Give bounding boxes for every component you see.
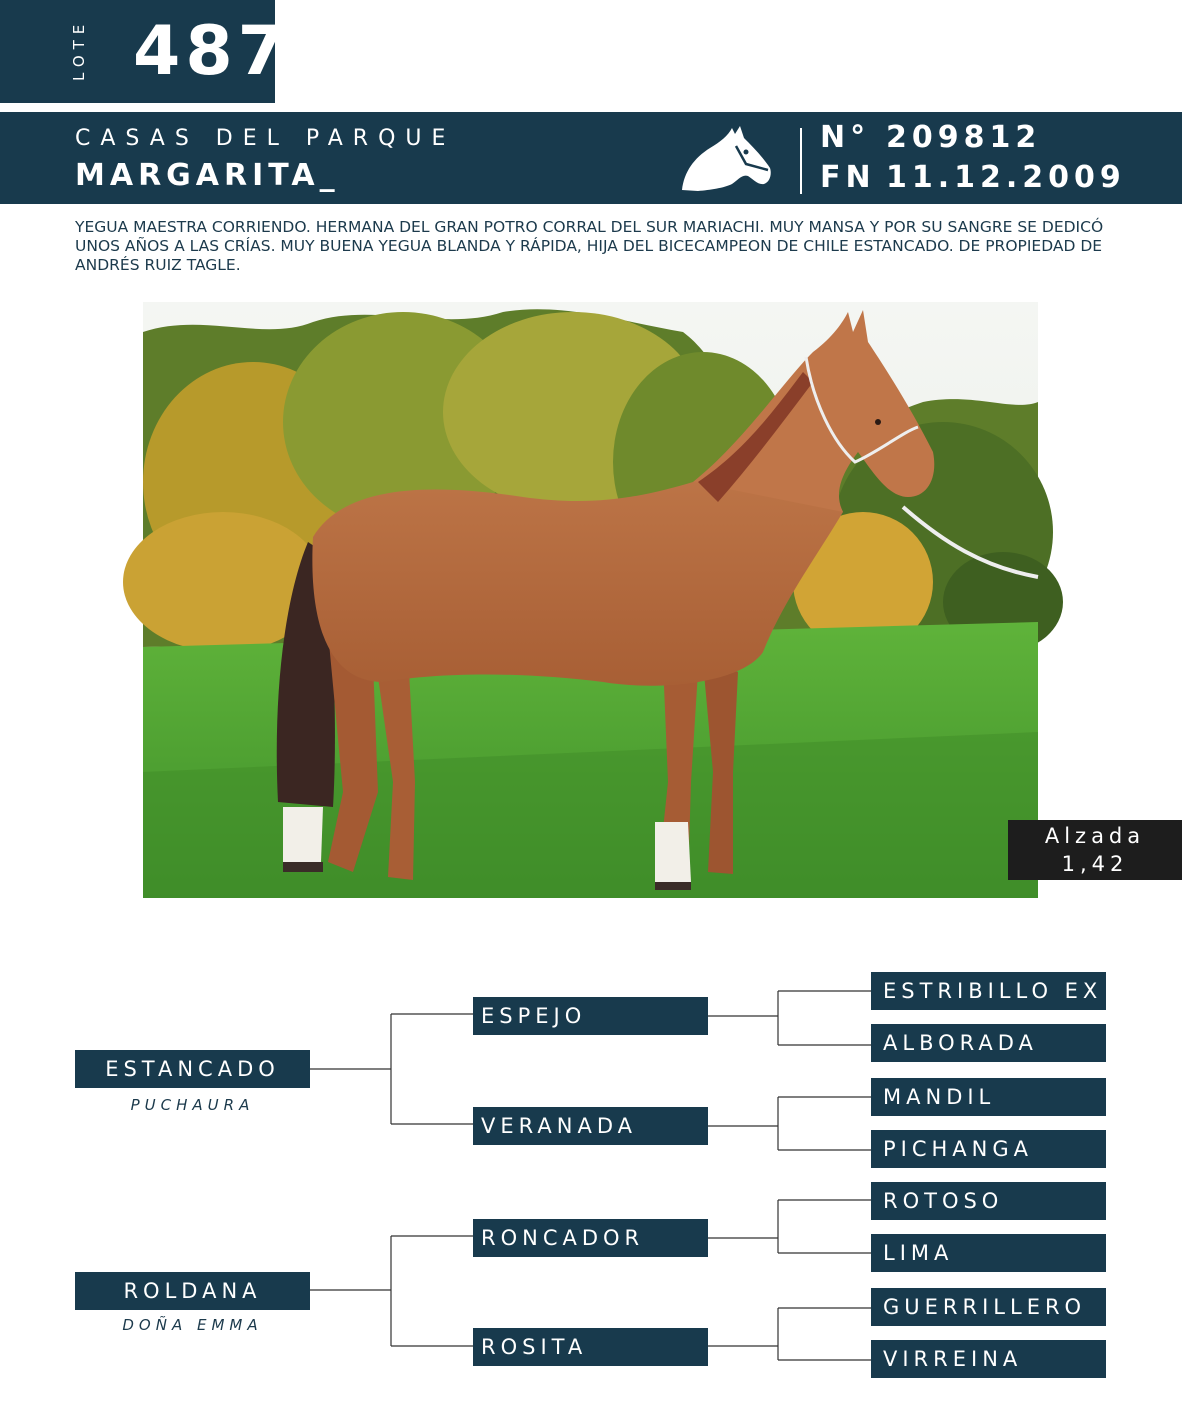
dam-name: ROLDANA [123, 1279, 262, 1303]
dam-box [75, 1272, 310, 1310]
height-value: 1,42 [1061, 852, 1129, 876]
breeder-name: CASAS DEL PARQUE [75, 126, 456, 151]
ancestor-box: ALBORADA [871, 1024, 1106, 1062]
height-tag [1008, 820, 1182, 880]
horse-description: YEGUA MAESTRA CORRIENDO. HERMANA DEL GRAN POTRO CORRAL DEL SUR MARIACHI. MUY MANSA Y POR SU SANGRE SE DEDICÓ UNOS AÑOS A LAS CRÍAS. MUY BUENA YEGUA BLANDA Y RÁPIDA, HIJA DEL BICECAMPEON DE CHILE ESTANCADO. DE PROPIEDAD DE ANDRÉS RUIZ TAGLE. [75, 218, 1104, 274]
sire-dam-box: VERANADA [473, 1107, 708, 1145]
sire-sire-box: ESPEJO [473, 997, 708, 1035]
ancestor-box: LIMA [871, 1234, 1106, 1272]
lot-box [0, 0, 290, 103]
birth-date: 11.12.2009 [886, 160, 1126, 195]
registration-line [820, 120, 1041, 155]
height-label: Alzada [1044, 824, 1146, 848]
ancestor-box: ESTRIBILLO EX R [871, 972, 1106, 1010]
ancestor-box: VIRREINA [871, 1340, 1106, 1378]
dam-note: DOÑA EMMA [122, 1316, 263, 1334]
ancestor-box: GUERRILLERO [871, 1288, 1106, 1326]
sire-note: PUCHAURA [130, 1096, 255, 1114]
ancestor-box: ROTOSO [871, 1182, 1106, 1220]
horse-head-icon [680, 124, 775, 194]
horse-photo [143, 302, 1038, 898]
header-divider [800, 128, 802, 194]
sire-name: ESTANCADO [105, 1057, 280, 1081]
birth-line [820, 160, 1126, 195]
lot-label: LOTE [70, 18, 88, 82]
ancestor-box: MANDIL [871, 1078, 1106, 1116]
sire-box [75, 1050, 310, 1088]
horse-name: MARGARITA_ [75, 158, 340, 193]
lot-number: 487 [133, 12, 290, 91]
registration-label: N° [820, 120, 871, 155]
ancestor-box: PICHANGA [871, 1130, 1106, 1168]
dam-dam-box: ROSITA [473, 1328, 708, 1366]
registration-number: 209812 [886, 120, 1042, 155]
dam-sire-box: RONCADOR [473, 1219, 708, 1257]
birth-label: FN [820, 160, 876, 195]
